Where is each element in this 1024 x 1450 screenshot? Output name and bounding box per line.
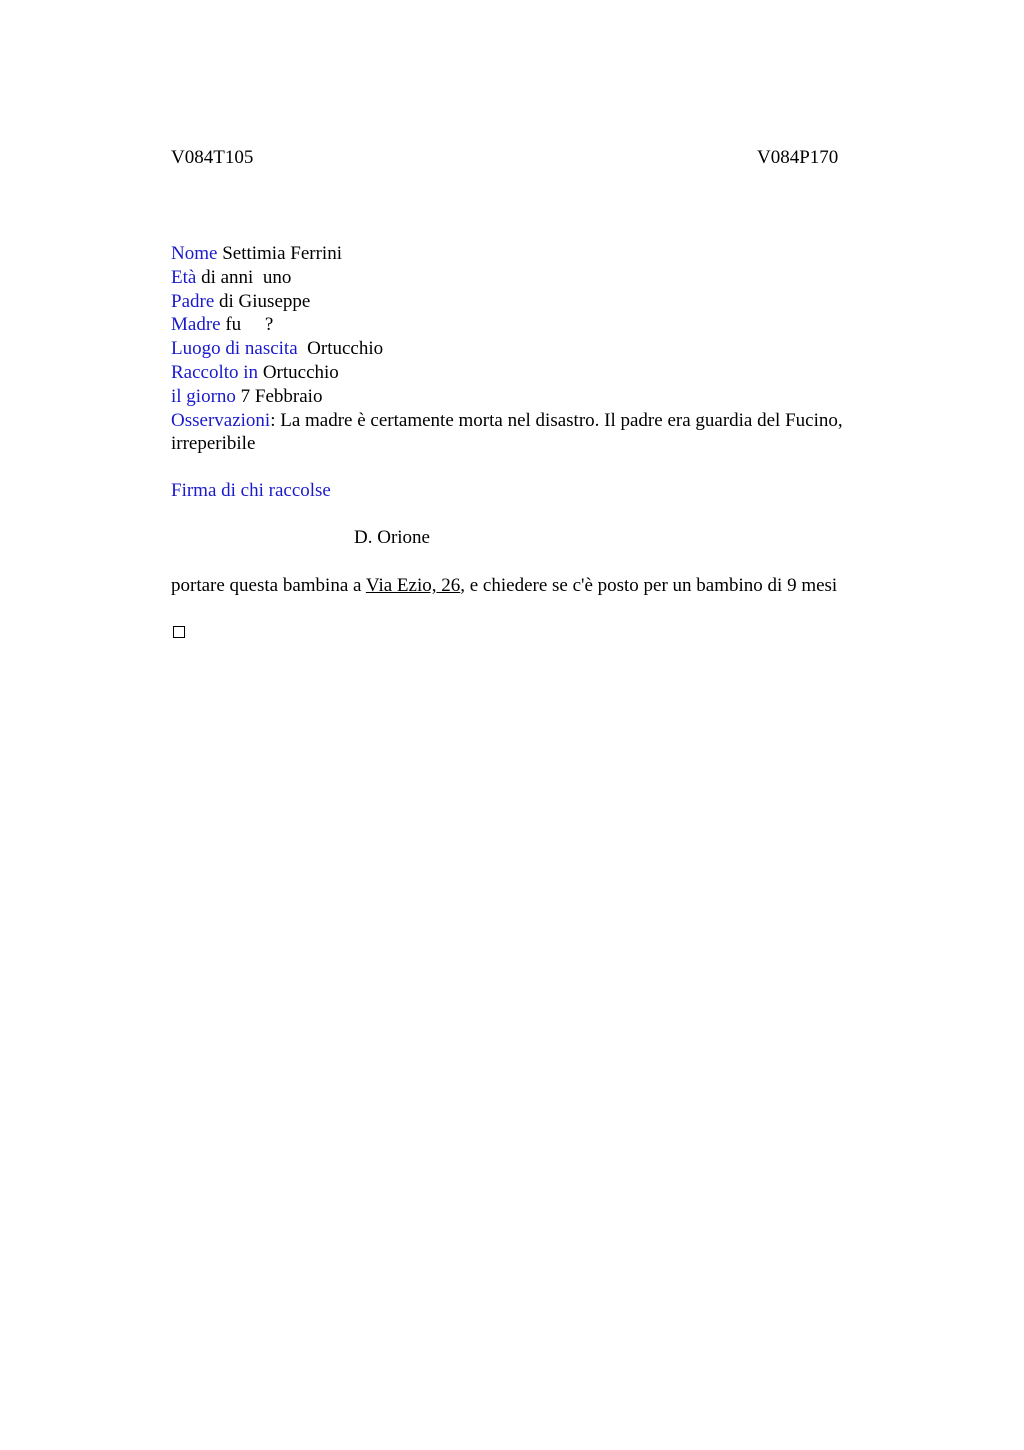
- signature-name: D. Orione: [354, 527, 430, 548]
- field-label: Madre: [171, 314, 221, 336]
- field-birthplace: [171, 337, 911, 361]
- field-age: [171, 266, 911, 290]
- field-label: Età: [171, 266, 197, 288]
- record-fields: [171, 242, 911, 456]
- field-value: Ortucchio: [258, 361, 339, 383]
- instruction-note: [171, 575, 931, 597]
- field-mother: [171, 313, 911, 337]
- note-text-before: portare questa bambina a: [171, 575, 366, 596]
- field-value: Ortucchio: [297, 338, 384, 360]
- note-address-link[interactable]: Via Ezio, 26: [365, 575, 461, 596]
- field-label: Nome: [171, 243, 218, 264]
- note-text-after: , e chiedere se c'è posto per un bambino di 9 mesi: [460, 575, 838, 596]
- field-collected-in: [171, 361, 911, 385]
- field-value: fu ?: [220, 314, 274, 336]
- field-date: [171, 385, 911, 409]
- field-label: Luogo di nascita: [171, 338, 298, 360]
- field-value: di Giuseppe: [214, 290, 311, 312]
- field-label: il giorno: [171, 385, 236, 407]
- field-observations: [171, 409, 911, 457]
- field-name: [171, 242, 911, 266]
- field-label: Osservazioni: [171, 409, 271, 431]
- field-value: Settimia Ferrini: [217, 243, 342, 264]
- checkbox-icon[interactable]: [173, 626, 185, 638]
- page-code: V084P170: [757, 147, 839, 168]
- record-code: V084T105: [171, 147, 254, 168]
- field-label: Padre: [171, 290, 215, 312]
- field-value: : La madre è certamente morta nel disastro. Il padre era guardia del Fucino, irreperibile: [171, 409, 848, 455]
- field-value: di anni uno: [196, 266, 292, 288]
- field-father: [171, 290, 911, 314]
- field-value: 7 Febbraio: [235, 385, 323, 407]
- signature-label: Firma di chi raccolse: [171, 480, 331, 501]
- field-label: Raccolto in: [171, 361, 259, 383]
